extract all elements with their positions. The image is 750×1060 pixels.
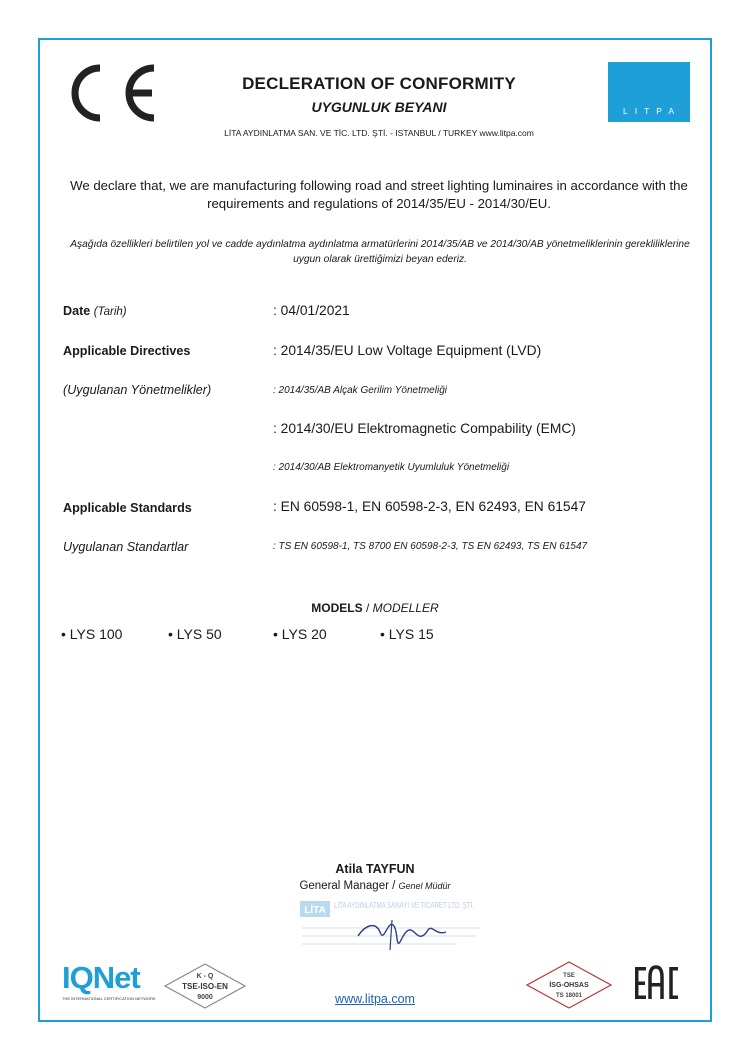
- model-item: • LYS 20: [273, 626, 327, 642]
- declaration-turkish: Aşağıda özellikleri belirtilen yol ve cadde aydınlatma aydınlatma armatürlerini 2014/35/AB ve 2014/30/AB yönetmeliklerinin gerekliliklerine uygun olarak ürettiğimizi beyan ederiz.: [70, 239, 690, 265]
- tse-ohsas-mark: [525, 960, 613, 1010]
- date-label: Date (Tarih): [63, 304, 127, 318]
- directive-emc: : 2014/30/EU Elektromagnetic Compability (EMC): [273, 421, 576, 436]
- directive-emc-tr: : 2014/30/AB Elektromanyetik Uyumluluk Yönetmeliği: [273, 462, 510, 473]
- svg-text:K - Q: K - Q: [196, 973, 214, 980]
- svg-text:LİTA: LİTA: [304, 905, 326, 916]
- date-value: : 04/01/2021: [273, 303, 350, 318]
- signatory-name: Atila TAYFUN: [335, 862, 415, 876]
- svg-text:İSG-OHSAS: İSG-OHSAS: [549, 982, 589, 989]
- svg-text:9000: 9000: [197, 994, 213, 1001]
- document-subtitle: UYGUNLUK BEYANI: [311, 99, 447, 115]
- standards-value: : EN 60598-1, EN 60598-2-3, EN 62493, EN 61547: [273, 499, 586, 514]
- signatory-title: General Manager / Genel Müdür: [299, 880, 451, 892]
- standards-label-tr: Uygulanan Standartlar: [63, 540, 189, 554]
- litpa-logo: [608, 62, 690, 122]
- svg-text:TSE: TSE: [563, 973, 575, 979]
- iqnet-logo: IQNet THE INTERNATIONAL CERTIFICATION NETWORK: [62, 960, 156, 1001]
- directive-lvd-tr: : 2014/35/AB Alçak Gerilim Yönetmeliği: [273, 385, 447, 396]
- models-title: MODELS / MODELLER: [311, 601, 439, 615]
- company-line: LİTA AYDINLATMA SAN. VE TİC. LTD. ŞTİ. - ISTANBUL / TURKEY www.litpa.com: [224, 128, 534, 138]
- declaration-english: We declare that, we are manufacturing following road and street lighting luminaires in accordance with the requirements and regulations of 2014/35/EU - 2014/30/EU.: [70, 178, 688, 211]
- svg-text:TS 18001: TS 18001: [555, 993, 583, 999]
- logo-text: LITPA: [623, 106, 681, 116]
- standards-value-tr: : TS EN 60598-1, TS 8700 EN 60598-2-3, TS EN 62493, TS EN 61547: [273, 541, 588, 552]
- stamp-company-text: LİTA AYDINLATMA SANAYİ VE TİCARET LTD. ŞTİ.: [334, 901, 474, 910]
- company-stamp-signature: [296, 896, 486, 958]
- directives-label: Applicable Directives: [63, 344, 191, 358]
- standards-label: Applicable Standards: [63, 501, 192, 515]
- model-item: • LYS 50: [168, 626, 222, 642]
- directive-lvd: : 2014/35/EU Low Voltage Equipment (LVD): [273, 343, 542, 358]
- eac-mark-icon: [634, 965, 680, 1001]
- directives-label-tr: (Uygulanan Yönetmelikler): [63, 383, 212, 397]
- model-item: • LYS 100: [61, 626, 123, 642]
- website-link[interactable]: www.litpa.com: [335, 992, 415, 1006]
- model-item: • LYS 15: [380, 626, 434, 642]
- svg-text:TSE-ISO-EN: TSE-ISO-EN: [182, 982, 228, 991]
- document-title: DECLERATION OF CONFORMITY: [242, 74, 516, 93]
